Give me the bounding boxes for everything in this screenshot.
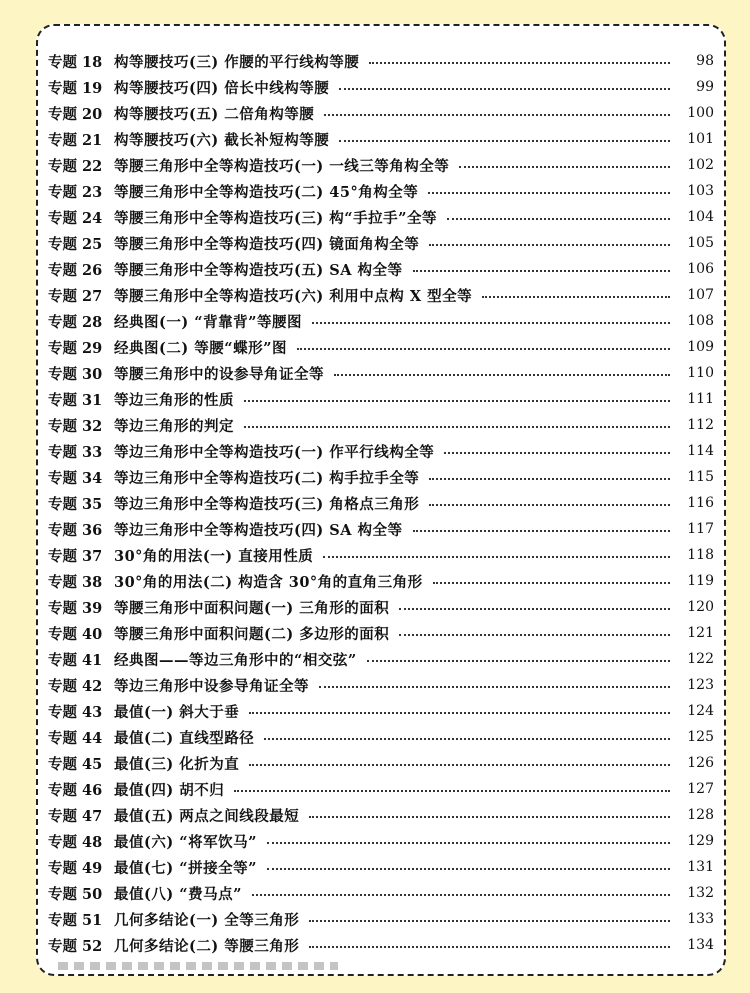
dot-leader — [319, 686, 670, 688]
dot-leader — [447, 218, 670, 220]
toc-entry[interactable] — [48, 48, 714, 74]
topic-number: 专题 33 — [48, 443, 103, 461]
topic-title: 等边三角形中全等构造技巧(三) 角格点三角形 — [114, 495, 420, 513]
topic-title: 最值(一) 斜大于垂 — [114, 703, 240, 721]
page-number: 118 — [687, 547, 714, 563]
page-number: 107 — [687, 287, 714, 303]
topic-title: 等腰三角形中的设参导角证全等 — [114, 365, 324, 383]
topic-title: 等边三角形中全等构造技巧(一) 作平行线构全等 — [114, 443, 435, 461]
dot-leader — [234, 790, 670, 792]
dot-leader — [399, 608, 670, 610]
topic-number: 专题 19 — [48, 79, 103, 97]
dot-leader — [324, 114, 670, 116]
dot-leader — [369, 62, 670, 64]
dot-leader — [339, 140, 670, 142]
topic-title: 等腰三角形中全等构造技巧(四) 镜面角构全等 — [114, 235, 420, 253]
dot-leader — [433, 582, 670, 584]
toc-entry[interactable] — [48, 516, 714, 542]
page-number: 109 — [687, 339, 714, 355]
topic-title: 等腰三角形中面积问题(一) 三角形的面积 — [114, 599, 390, 617]
topic-title: 最值(六) “将军饮马” — [114, 833, 257, 851]
topic-title: 最值(七) “拼接全等” — [114, 859, 257, 877]
page-number: 121 — [687, 625, 714, 641]
topic-title: 构等腰技巧(四) 倍长中线构等腰 — [114, 79, 330, 97]
topic-number: 专题 35 — [48, 495, 103, 513]
dot-leader — [429, 244, 670, 246]
toc-entry[interactable] — [48, 620, 714, 646]
topic-title: 等腰三角形中全等构造技巧(三) 构“手拉手”全等 — [114, 209, 437, 227]
dot-leader — [482, 296, 670, 298]
topic-number: 专题 18 — [48, 53, 103, 71]
topic-number: 专题 47 — [48, 807, 103, 825]
page-number: 126 — [687, 755, 714, 771]
topic-title: 等腰三角形中面积问题(二) 多边形的面积 — [114, 625, 390, 643]
topic-number: 专题 44 — [48, 729, 103, 747]
topic-title: 30°角的用法(一) 直接用性质 — [114, 547, 314, 565]
topic-number: 专题 49 — [48, 859, 103, 877]
toc-entry[interactable] — [48, 542, 714, 568]
topic-number: 专题 46 — [48, 781, 103, 799]
topic-title: 构等腰技巧(五) 二倍角构等腰 — [114, 105, 315, 123]
topic-title: 30°角的用法(二) 构造含 30°角的直角三角形 — [114, 573, 423, 591]
toc-entry[interactable] — [48, 880, 714, 906]
toc-entry[interactable] — [48, 802, 714, 828]
dot-leader — [244, 400, 670, 402]
page-number: 132 — [687, 885, 714, 901]
dot-leader — [429, 478, 670, 480]
page-number: 106 — [687, 261, 714, 277]
topic-title: 等腰三角形中全等构造技巧(一) 一线三等角构全等 — [114, 157, 450, 175]
dot-leader — [429, 504, 670, 506]
page-number: 108 — [687, 313, 714, 329]
topic-number: 专题 39 — [48, 599, 103, 617]
dot-leader — [264, 738, 670, 740]
topic-number: 专题 21 — [48, 131, 103, 149]
dot-leader — [323, 556, 670, 558]
topic-number: 专题 45 — [48, 755, 103, 773]
topic-number: 专题 20 — [48, 105, 103, 123]
toc-entry[interactable] — [48, 230, 714, 256]
topic-title: 经典图(一) “背靠背”等腰图 — [114, 313, 302, 331]
toc-entry[interactable] — [48, 256, 714, 282]
page-number: 120 — [687, 599, 714, 615]
topic-title: 等边三角形的判定 — [114, 417, 234, 435]
toc-entry[interactable] — [48, 152, 714, 178]
topic-number: 专题 24 — [48, 209, 103, 227]
toc-entry[interactable] — [48, 334, 714, 360]
topic-number: 专题 26 — [48, 261, 103, 279]
dot-leader — [309, 946, 670, 948]
page-number: 131 — [687, 859, 714, 875]
toc-page — [36, 24, 726, 976]
page-number: 105 — [687, 235, 714, 251]
topic-number: 专题 32 — [48, 417, 103, 435]
topic-number: 专题 52 — [48, 937, 103, 955]
toc-entry[interactable] — [48, 178, 714, 204]
page-number: 100 — [687, 105, 714, 121]
page-number: 111 — [687, 391, 714, 407]
toc-entry[interactable] — [48, 204, 714, 230]
topic-number: 专题 23 — [48, 183, 103, 201]
topic-number: 专题 50 — [48, 885, 103, 903]
page-number: 112 — [687, 417, 714, 433]
page-number: 122 — [687, 651, 714, 667]
topic-number: 专题 37 — [48, 547, 103, 565]
topic-title: 最值(五) 两点之间线段最短 — [114, 807, 300, 825]
page-number: 104 — [687, 209, 714, 225]
page-number: 119 — [687, 573, 714, 589]
page-number: 128 — [687, 807, 714, 823]
page-number: 98 — [696, 53, 714, 69]
page-number: 101 — [687, 131, 714, 147]
topic-number: 专题 51 — [48, 911, 103, 929]
dot-leader — [252, 894, 670, 896]
topic-title: 最值(四) 胡不归 — [114, 781, 225, 799]
cut-off-bottom-line — [58, 962, 338, 970]
dot-leader — [339, 88, 670, 90]
toc-entry[interactable] — [48, 776, 714, 802]
dot-leader — [267, 868, 670, 870]
page-number: 114 — [687, 443, 714, 459]
toc-entry[interactable] — [48, 932, 714, 958]
topic-title: 经典图(二) 等腰“蝶形”图 — [114, 339, 287, 357]
dot-leader — [267, 842, 670, 844]
dot-leader — [312, 322, 670, 324]
dot-leader — [249, 712, 670, 714]
topic-number: 专题 30 — [48, 365, 103, 383]
topic-number: 专题 43 — [48, 703, 103, 721]
dot-leader — [399, 634, 670, 636]
topic-title: 最值(三) 化折为直 — [114, 755, 240, 773]
dot-leader — [334, 374, 670, 376]
toc-entry[interactable] — [48, 646, 714, 672]
topic-number: 专题 22 — [48, 157, 103, 175]
topic-number: 专题 25 — [48, 235, 103, 253]
toc-entry[interactable] — [48, 308, 714, 334]
topic-number: 专题 36 — [48, 521, 103, 539]
page-number: 115 — [687, 469, 714, 485]
toc-entry[interactable] — [48, 906, 714, 932]
page-number: 116 — [687, 495, 714, 511]
dot-leader — [428, 192, 670, 194]
toc-entry[interactable] — [48, 438, 714, 464]
toc-entry[interactable] — [48, 386, 714, 412]
topic-title: 等腰三角形中全等构造技巧(六) 利用中点构 X 型全等 — [114, 287, 473, 305]
page-number: 125 — [687, 729, 714, 745]
topic-number: 专题 29 — [48, 339, 103, 357]
toc-entry[interactable] — [48, 126, 714, 152]
toc-entry[interactable] — [48, 594, 714, 620]
topic-number: 专题 48 — [48, 833, 103, 851]
page-number: 124 — [687, 703, 714, 719]
topic-title: 等腰三角形中全等构造技巧(二) 45°角构全等 — [114, 183, 419, 201]
toc-entry[interactable] — [48, 568, 714, 594]
toc-entry[interactable] — [48, 412, 714, 438]
dot-leader — [309, 816, 670, 818]
toc-entry[interactable] — [48, 698, 714, 724]
page-number: 103 — [687, 183, 714, 199]
page-number: 99 — [696, 79, 714, 95]
toc-entry[interactable] — [48, 490, 714, 516]
topic-title: 构等腰技巧(六) 截长补短构等腰 — [114, 131, 330, 149]
dot-leader — [413, 530, 670, 532]
topic-title: 经典图——等边三角形中的“相交弦” — [114, 651, 357, 669]
topic-title: 等边三角形的性质 — [114, 391, 234, 409]
toc-entry[interactable] — [48, 724, 714, 750]
topic-title: 等边三角形中全等构造技巧(四) SA 构全等 — [114, 521, 403, 539]
table-of-contents — [48, 48, 714, 958]
page-number: 110 — [687, 365, 714, 381]
topic-number: 专题 41 — [48, 651, 103, 669]
topic-title: 等边三角形中设参导角证全等 — [114, 677, 309, 695]
toc-entry[interactable] — [48, 282, 714, 308]
topic-number: 专题 42 — [48, 677, 103, 695]
toc-entry[interactable] — [48, 360, 714, 386]
topic-title: 等边三角形中全等构造技巧(二) 构手拉手全等 — [114, 469, 420, 487]
dot-leader — [459, 166, 670, 168]
toc-entry[interactable] — [48, 828, 714, 854]
topic-number: 专题 38 — [48, 573, 103, 591]
toc-entry[interactable] — [48, 464, 714, 490]
topic-title: 几何多结论(一) 全等三角形 — [114, 911, 300, 929]
page-number: 133 — [687, 911, 714, 927]
topic-number: 专题 34 — [48, 469, 103, 487]
page-number: 102 — [687, 157, 714, 173]
dot-leader — [297, 348, 670, 350]
dot-leader — [249, 764, 670, 766]
toc-entry[interactable] — [48, 100, 714, 126]
dot-leader — [244, 426, 670, 428]
page-number: 127 — [687, 781, 714, 797]
page-number: 117 — [687, 521, 714, 537]
topic-title: 最值(二) 直线型路径 — [114, 729, 255, 747]
topic-number: 专题 27 — [48, 287, 103, 305]
topic-title: 构等腰技巧(三) 作腰的平行线构等腰 — [114, 53, 360, 71]
toc-entry[interactable] — [48, 672, 714, 698]
dot-leader — [367, 660, 670, 662]
toc-entry[interactable] — [48, 750, 714, 776]
dot-leader — [413, 270, 670, 272]
dot-leader — [309, 920, 670, 922]
topic-number: 专题 31 — [48, 391, 103, 409]
topic-number: 专题 40 — [48, 625, 103, 643]
topic-title: 几何多结论(二) 等腰三角形 — [114, 937, 300, 955]
dot-leader — [444, 452, 670, 454]
topic-title: 等腰三角形中全等构造技巧(五) SA 构全等 — [114, 261, 403, 279]
toc-entry[interactable] — [48, 74, 714, 100]
toc-entry[interactable] — [48, 854, 714, 880]
page-number: 129 — [687, 833, 714, 849]
topic-number: 专题 28 — [48, 313, 103, 331]
page-number: 134 — [687, 937, 714, 953]
topic-title: 最值(八) “费马点” — [114, 885, 242, 903]
page-number: 123 — [687, 677, 714, 693]
